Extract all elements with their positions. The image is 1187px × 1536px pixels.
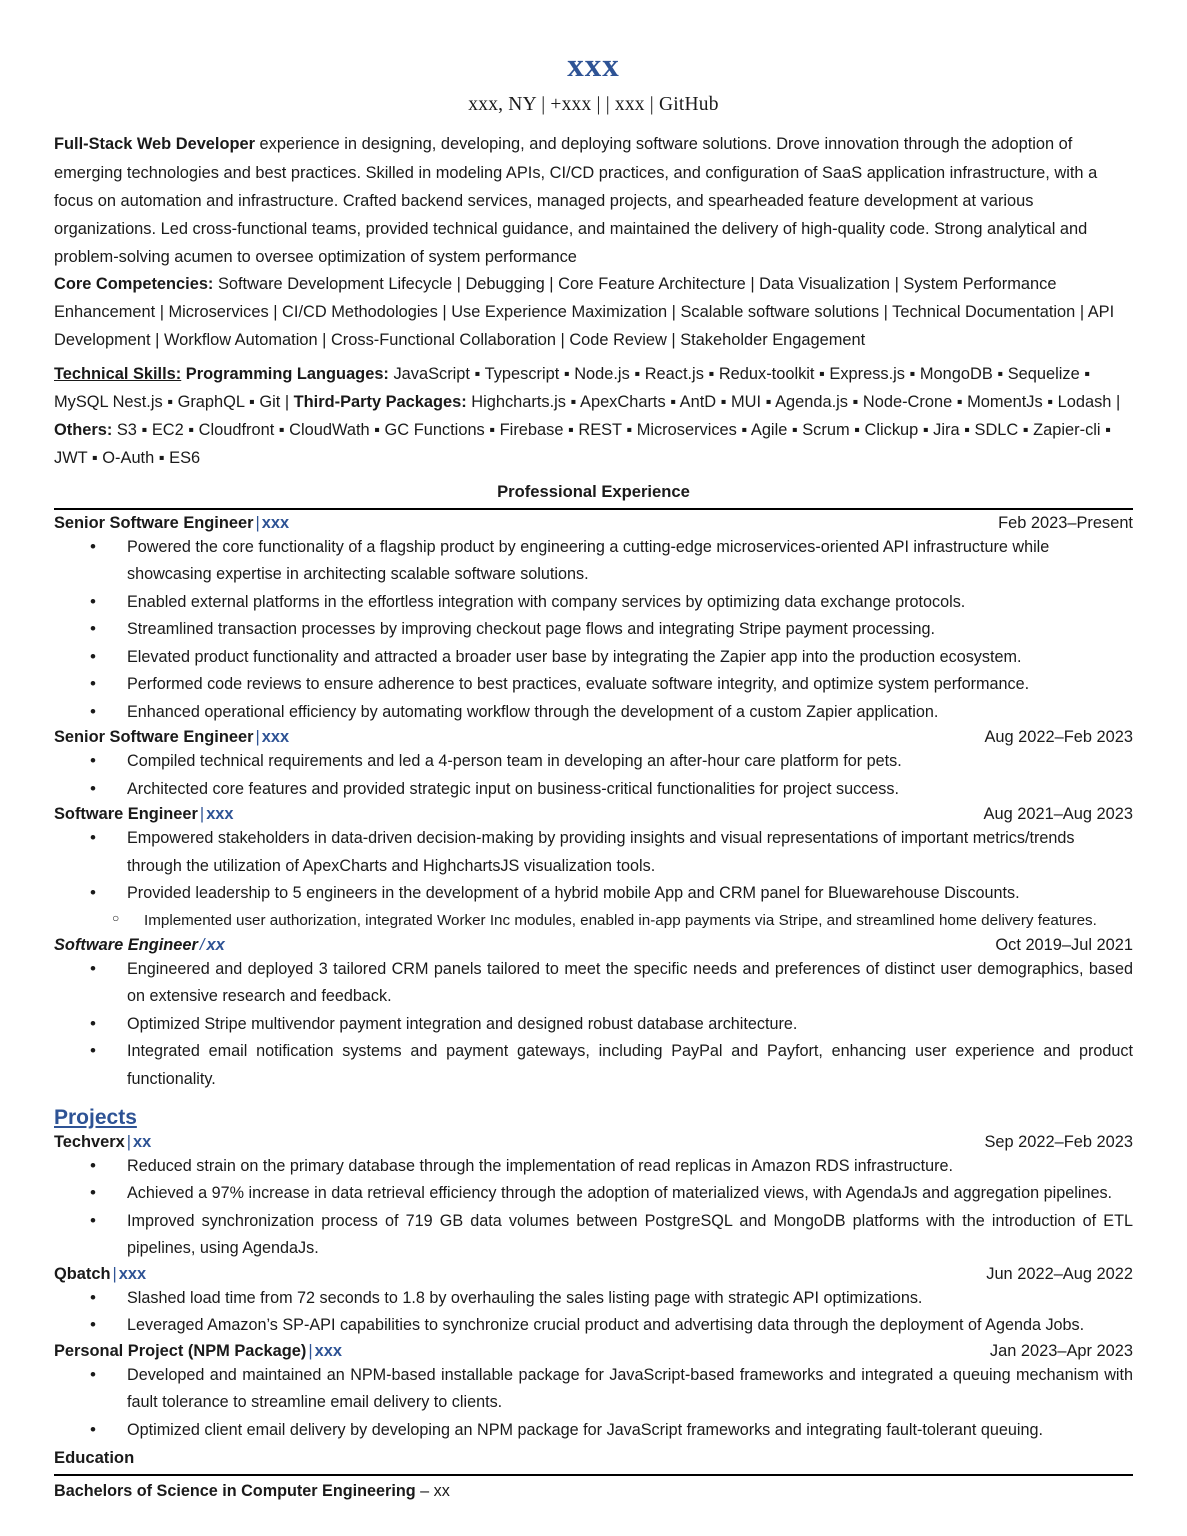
project-entry bbox=[54, 1133, 1133, 1263]
bullet-item: • Reduced strain on the primary database through the implementation of read replicas in Amazon RDS infrastructure. bbox=[54, 1153, 1133, 1181]
experience-entry bbox=[54, 936, 1133, 1094]
employment-dates: Aug 2021–Aug 2023 bbox=[983, 805, 1133, 824]
experience-entry bbox=[54, 805, 1133, 933]
bullet-item: • Performed code reviews to ensure adherence to best practices, evaluate software integrity, and optimize system performance. bbox=[54, 671, 1133, 699]
professional-summary bbox=[54, 130, 1133, 271]
experience-entry bbox=[54, 514, 1133, 727]
title-separator: | bbox=[199, 805, 205, 824]
sub-bullet-item: ○ Implemented user authorization, integrated Worker Inc modules, enabled in-app payments via Stripe, and streamlined home delivery features. bbox=[54, 908, 1133, 934]
entry-title-group bbox=[54, 514, 289, 533]
bullet-list bbox=[54, 825, 1133, 908]
programming-languages-body: JavaScript ▪ Typescript ▪ Node.js ▪ React.js ▪ Redux-toolkit ▪ Express.js ▪ MongoDB ▪ Sequelize ▪ MySQL Nest.js ▪ GraphQL ▪ Git | bbox=[54, 365, 1091, 411]
degree-name: Bachelors of Science in Computer Engineering bbox=[54, 1482, 416, 1501]
section-heading-education: Education bbox=[54, 1448, 135, 1468]
title-separator: | bbox=[126, 1132, 132, 1151]
title-separator: / bbox=[199, 935, 205, 954]
entry-header bbox=[54, 1342, 1133, 1361]
project-name: Techverx bbox=[54, 1132, 125, 1151]
bullet-item: • Elevated product functionality and attracted a broader user base by integrating the Zapier app into the production ecosystem. bbox=[54, 644, 1133, 672]
bullet-item: • Enabled external platforms in the effortless integration with company services by optimizing data exchange protocols. bbox=[54, 589, 1133, 617]
project-dates: Jun 2022–Aug 2022 bbox=[986, 1264, 1133, 1283]
summary-lead: Full-Stack Web Developer bbox=[54, 135, 255, 154]
bullet-item: • Compiled technical requirements and led a 4-person team in developing an after-hour care platform for pets. bbox=[54, 748, 1133, 776]
job-title: Software Engineer bbox=[54, 805, 198, 824]
bullet-item: • Provided leadership to 5 engineers in the development of a hybrid mobile App and CRM panel for Bluewarehouse Discounts. bbox=[54, 880, 1133, 908]
bullet-item: • Achieved a 97% increase in data retrieval efficiency through the adoption of materialized views, with AgendaJs and aggregation pipelines. bbox=[54, 1180, 1133, 1208]
job-title: Software Engineer bbox=[54, 935, 198, 954]
company-name: xxx bbox=[261, 728, 290, 747]
project-entry bbox=[54, 1265, 1133, 1340]
technical-skills-label: Technical Skills: bbox=[54, 365, 182, 384]
institution-name: – xx bbox=[415, 1482, 450, 1501]
summary-body: experience in designing, developing, and deploying software solutions. Drove innovation through the adoption of emerging technologies and best practices. Skilled in modeling APIs, CI/CD practices, and configuration of SaaS application infrastructure, with a focus on automation and infrastructure. Crafted backend services, managed projects, and spearheaded feature development at various organizations. Led cross-functional teams, provided technical guidance, and maintained the delivery of high-quality code. Strong analytical and problem-solving acumen to oversee optimization of system performance bbox=[54, 135, 1098, 267]
entry-title-group bbox=[54, 1133, 151, 1152]
bullet-item: • Optimized client email delivery by developing an NPM package for JavaScript frameworks and integrating fault-tolerant queuing. bbox=[54, 1417, 1133, 1445]
divider-education bbox=[54, 1474, 1133, 1476]
employment-dates: Oct 2019–Jul 2021 bbox=[995, 935, 1133, 954]
title-separator: | bbox=[308, 1341, 313, 1360]
bullet-item: • Streamlined transaction processes by improving checkout page flows and integrating Stripe payment processing. bbox=[54, 616, 1133, 644]
bullet-item: • Architected core features and provided strategic input on business-critical functionalities for project success. bbox=[54, 776, 1133, 804]
job-title: Senior Software Engineer bbox=[54, 728, 254, 747]
entry-title-group bbox=[54, 728, 289, 747]
project-entry bbox=[54, 1342, 1133, 1445]
contact-line: xxx, NY | +xxx | | xxx | GitHub bbox=[468, 94, 719, 116]
bullet-item: • Powered the core functionality of a flagship product by engineering a cutting-edge microservices-oriented API infrastructure while showcasing expertise in architecting scalable software solutions. bbox=[54, 534, 1133, 589]
third-party-packages-label: Third-Party Packages: bbox=[293, 392, 467, 411]
project-company: xxx bbox=[314, 1341, 342, 1360]
entry-header bbox=[54, 728, 1133, 747]
others-body: S3 ▪ EC2 ▪ Cloudfront ▪ CloudWath ▪ GC Functions ▪ Firebase ▪ REST ▪ Microservices ▪ Agile ▪ Scrum ▪ Clickup ▪ Jira ▪ SDLC ▪ Zapier-cli ▪ JWT ▪ O-Auth ▪ ES6 bbox=[54, 420, 1111, 467]
project-name: Qbatch bbox=[54, 1264, 111, 1283]
bullet-list bbox=[54, 534, 1133, 727]
entry-header bbox=[54, 1265, 1133, 1284]
projects-list bbox=[54, 1133, 1133, 1445]
title-separator: | bbox=[255, 513, 260, 532]
experience-entry bbox=[54, 728, 1133, 803]
company-name: xxx bbox=[206, 805, 234, 824]
bullet-list bbox=[54, 1362, 1133, 1445]
core-competencies-body: Software Development Lifecycle | Debugging | Core Feature Architecture | Data Visualization | System Performance Enhancement | Microservices | CI/CD Methodologies | Use Experience Maximization | Scalable software solutions | Technical Documentation | API Development | Workflow Automation | Cross-Functional Collaboration | Code Review | Stakeholder Engagement bbox=[54, 275, 1115, 350]
core-competencies-label: Core Competencies: bbox=[54, 275, 214, 294]
bullet-item: • Optimized Stripe multivendor payment integration and designed robust database architecture. bbox=[54, 1011, 1133, 1039]
bullet-list bbox=[54, 748, 1133, 803]
programming-languages-label: Programming Languages: bbox=[185, 365, 389, 384]
bullet-item: • Enhanced operational efficiency by automating workflow through the development of a custom Zapier application. bbox=[54, 699, 1133, 727]
project-dates: Jan 2023–Apr 2023 bbox=[989, 1341, 1133, 1360]
entry-title-group bbox=[54, 805, 234, 824]
bullet-list bbox=[54, 1285, 1133, 1340]
bullet-item: • Leveraged Amazon’s SP-API capabilities to synchronize crucial product and advertising data through the deployment of Agenda Jobs. bbox=[54, 1312, 1133, 1340]
section-heading-projects: Projects bbox=[54, 1105, 137, 1129]
divider-experience bbox=[54, 508, 1133, 510]
third-party-packages-body: Highcharts.js ▪ ApexCharts ▪ AntD ▪ MUI ▪ Agenda.js ▪ Node-Crone ▪ MomentJs ▪ Lodash | bbox=[466, 392, 1121, 411]
entry-header bbox=[54, 514, 1133, 533]
project-name: Personal Project (NPM Package) bbox=[54, 1341, 307, 1360]
project-company: xxx bbox=[118, 1264, 147, 1283]
bullet-list bbox=[54, 956, 1133, 1094]
others-label: Others: bbox=[54, 420, 113, 439]
bullet-item: • Integrated email notification systems and payment gateways, including PayPal and Payfort, enhancing user experience and product functionality. bbox=[54, 1038, 1133, 1093]
section-heading-experience: Professional Experience bbox=[497, 481, 690, 501]
employment-dates: Aug 2022–Feb 2023 bbox=[984, 728, 1133, 747]
title-separator: | bbox=[112, 1264, 117, 1283]
bullet-item: • Improved synchronization process of 719 GB data volumes between PostgreSQL and MongoDB platforms with the introduction of ETL pipelines, using AgendaJs. bbox=[54, 1208, 1133, 1263]
bullet-item: • Empowered stakeholders in data-driven decision-making by providing insights and visual representations of important metrics/trends through the utilization of ApexCharts and HighchartsJS visualization tools. bbox=[54, 825, 1133, 880]
entry-title-group bbox=[54, 1342, 342, 1361]
entry-title-group bbox=[54, 936, 225, 955]
core-competencies bbox=[54, 271, 1133, 355]
bullet-item: • Developed and maintained an NPM-based installable package for JavaScript-based frameworks and integrated a queuing mechanism with fault tolerance to streamline email delivery to clients. bbox=[54, 1362, 1133, 1417]
title-separator: | bbox=[255, 728, 260, 747]
entry-title-group bbox=[54, 1265, 146, 1284]
bullet-item: • Engineered and deployed 3 tailored CRM panels tailored to meet the specific needs and preferences of distinct user demographics, based on extensive research and feedback. bbox=[54, 956, 1133, 1011]
experience-list bbox=[54, 514, 1133, 1094]
company-name: xxx bbox=[261, 513, 290, 532]
candidate-name: xxx bbox=[567, 48, 620, 84]
project-dates: Sep 2022–Feb 2023 bbox=[984, 1132, 1133, 1151]
company-name: xx bbox=[206, 935, 225, 954]
job-title: Senior Software Engineer bbox=[54, 513, 254, 532]
bullet-list bbox=[54, 1153, 1133, 1263]
bullet-item: • Slashed load time from 72 seconds to 1.8 by overhauling the sales listing page with strategic API optimizations. bbox=[54, 1285, 1133, 1313]
employment-dates: Feb 2023–Present bbox=[998, 513, 1133, 532]
education-entry bbox=[54, 1482, 1133, 1501]
entry-header bbox=[54, 1133, 1133, 1152]
entry-header bbox=[54, 805, 1133, 824]
project-company: xx bbox=[133, 1132, 152, 1151]
entry-header bbox=[54, 936, 1133, 955]
technical-skills bbox=[54, 361, 1133, 473]
sub-bullet-list bbox=[54, 908, 1133, 934]
